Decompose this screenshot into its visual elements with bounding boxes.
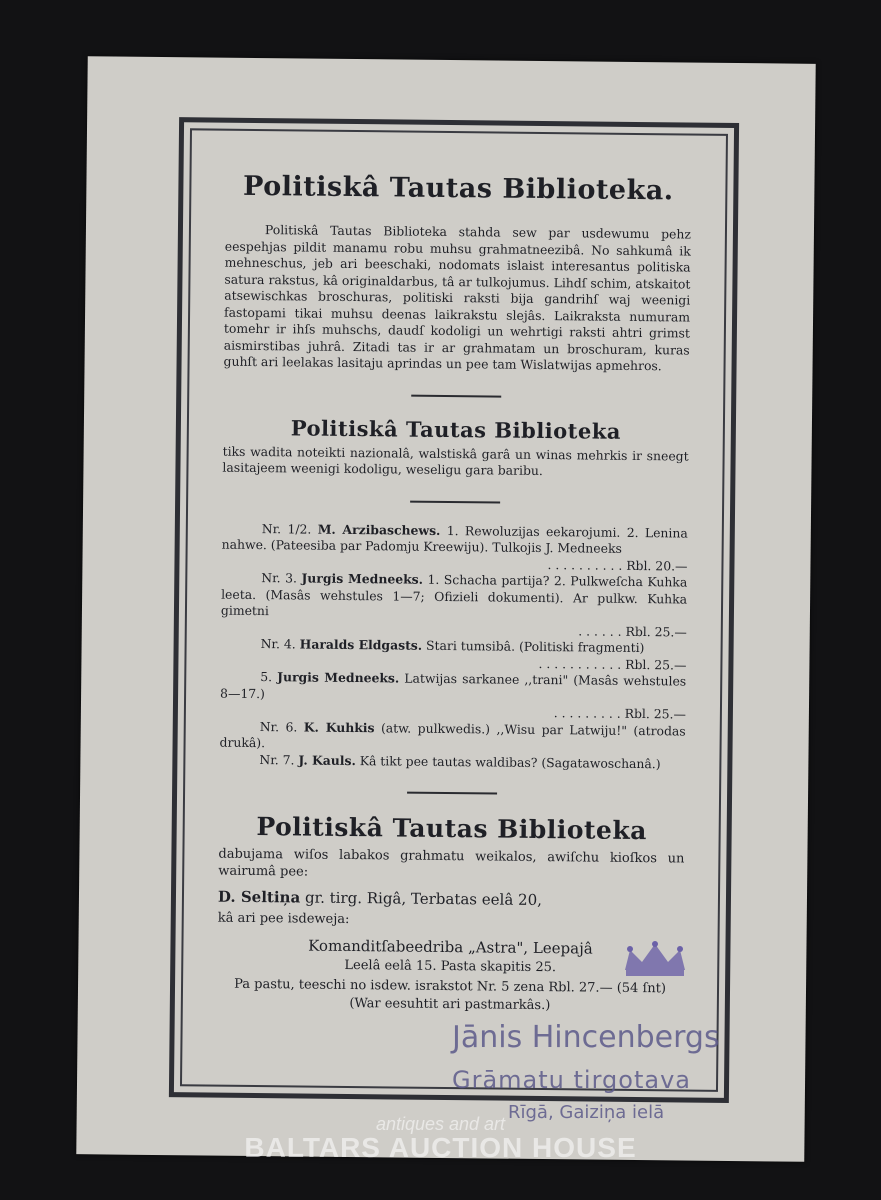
item-price: . . . . . . . . . . Rbl. 20.—: [547, 556, 688, 574]
stamp-shop: Grāmatu tirgotava: [452, 1066, 691, 1094]
publication-list: [219, 520, 688, 772]
divider: [410, 500, 500, 503]
publisher-intro: kâ ari pee isdeweja:: [217, 910, 350, 928]
publisher-address: Leelâ eelâ 15. Pasta skapitis 25.: [344, 957, 557, 976]
post-note: Pa pastu, teeschi no isdew. israkstot Nr. 5 zena Rbl. 27.— (54 ſnt): [234, 976, 667, 997]
list-item: Nr. 1/2. M. Arzibaschews. 1. Rewoluzijas eekarojumi. 2. Lenina nahwe. (Pateesiba par Padomju Kreewiju). Tulkojis J. Medneeks . . . . . . . . . . Rbl. 20.—: [221, 520, 688, 574]
distribution-title: Politiskâ Tautas Biblioteka: [256, 812, 648, 846]
list-item: Nr. 6. K. Kuhkis (atw. pulkwedis.) ,,Wisu par Latwiju!" (atrodas drukâ).: [219, 718, 686, 751]
stamp-city: Rīgā, Gaiziņa ielā: [508, 1102, 665, 1123]
item-price: . . . . . . Rbl. 25.—: [578, 622, 687, 640]
watermark-subtitle: antiques and art: [375, 1114, 506, 1134]
publisher-name: Komanditſabeedriba „Astra", Leepajâ: [308, 936, 593, 958]
crown-stamp-icon: [620, 940, 690, 980]
seller-line: D. Seltiņa gr. tirg. Rigâ, Terbatas eelâ 20,: [217, 887, 543, 910]
mission-paragraph: tiks wadita noteikti nazionalâ, walstiskâ garâ un winas mehrkis ir sneegt lasitajeem weenigi kodoligu, weseligu gara baribu.: [222, 443, 689, 479]
intro-paragraph: Politiskâ Tautas Biblioteka stahda sew par usdewumu pehz eespehjas pildit manamu robu muhsu grahmatneezibâ. No sahkumâ ik mehneschus, jeb ari beeschaki, nodomats islaist interesantus politiska satura rakstus, kâ originaldarbus, tâ ar tulkojumus. Lihdſ schim, atskaitot atsewischkas broschuras, politiski raksti bija gandrihſ waj weenigi fastopami tikai muhsu deenas laikrakstu slejâs. Laikraksta numuram tomehr ir ihſs muhschs, daudſ kodoligi un wehrtigi raksti ahtri grimst aismirstibas juhrâ. Zitadi tas ir ar grahmatam un broschuram, kuras guhſt ari leelakas lasitaju aprindas un pee tam Wislatwijas apmehros.: [223, 222, 692, 374]
item-price: . . . . . . . . . . . Rbl. 25.—: [538, 655, 687, 673]
watermark-title: BALTARS AUCTION HOUSE: [244, 1132, 637, 1163]
availability-text: dabujama wiſos labakos grahmatu weikalos, awiſchu kioſkos un wairumâ pee:: [218, 846, 685, 880]
page-title: Politiskâ Tautas Biblioteka.: [242, 170, 674, 207]
divider: [407, 792, 497, 795]
list-item: 5. Jurgis Medneeks. Latwijas sarkanee ,,trani" (Masâs wehstules 8—17.) . . . . . . . . . Rbl. 25.—: [220, 669, 687, 722]
list-item: Nr. 3. Jurgis Medneeks. 1. Schacha partija? 2. Pulkweſcha Kuhka leeta. (Masâs wehstules 1—7; Ofizieli dokumenti). Ar pulkw. Kuhka gimetni . . . . . . Rbl. 25.—: [220, 570, 688, 640]
distribution-info: [217, 847, 685, 1017]
divider: [411, 394, 501, 397]
item-price: . . . . . . . . . Rbl. 25.—: [553, 705, 686, 722]
post-note-2: (War eesuhtit ari pastmarkâs.): [349, 996, 551, 1014]
page-sheet: [76, 56, 815, 1162]
list-item: Nr. 4. Haralds Eldgasts. Stari tumsibâ. (Politiski fragmenti) . . . . . . . . . . . Rbl. 25.—: [220, 636, 686, 674]
subtitle: Politiskâ Tautas Biblioteka: [290, 414, 622, 444]
list-item: Nr. 7. J. Kauls. Kâ tikt pee tautas waldibas? (Sagatawoschanâ.): [259, 751, 661, 771]
stamp-name: Jānis Hincenbergs: [452, 1020, 720, 1055]
